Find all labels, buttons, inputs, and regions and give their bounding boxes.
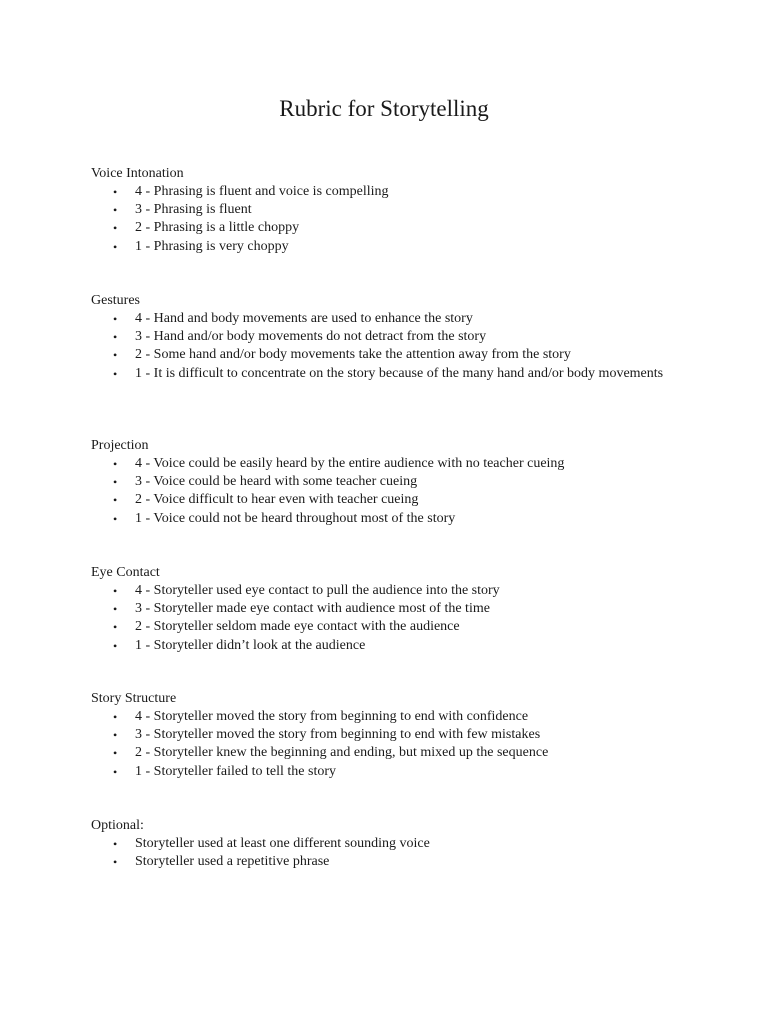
list-item-text: 1 - Storyteller didn’t look at the audience: [135, 637, 366, 653]
section-heading: Story Structure: [91, 691, 177, 706]
list-item: [91, 618, 691, 636]
list-item: [91, 346, 691, 364]
section-heading: Projection: [91, 438, 149, 453]
list-item-text: Storyteller used at least one different sounding voice: [135, 836, 430, 851]
criteria-list: [91, 835, 691, 871]
bullet-icon: •: [113, 511, 118, 526]
section-voice-intonation: [91, 165, 691, 256]
section-heading: Eye Contact: [91, 565, 160, 580]
list-item: [91, 600, 691, 618]
criteria-list: [91, 582, 691, 655]
section-optional: [91, 817, 691, 871]
list-item: [91, 455, 691, 473]
list-item-text: 4 - Phrasing is fluent and voice is compelling: [135, 184, 389, 199]
bullet-icon: •: [113, 837, 118, 851]
list-item: [91, 835, 691, 853]
bullet-icon: •: [113, 638, 118, 653]
list-item: [91, 201, 691, 219]
bullet-icon: •: [113, 239, 118, 254]
list-item-text: 2 - Voice difficult to hear even with teacher cueing: [135, 492, 419, 508]
list-item-text: 4 - Storyteller moved the story from beginning to end with confidence: [135, 709, 529, 724]
list-item-text: 3 - Hand and/or body movements do not detract from the story: [135, 329, 487, 345]
bullet-icon: •: [113, 620, 118, 635]
list-item: [91, 637, 691, 655]
bullet-icon: •: [113, 185, 118, 199]
bullet-icon: •: [113, 457, 118, 471]
criteria-list: [91, 708, 691, 781]
bullet-icon: •: [113, 312, 118, 326]
bullet-icon: •: [113, 710, 118, 724]
list-item: [91, 365, 691, 383]
list-item: [91, 183, 691, 201]
bullet-icon: •: [113, 475, 118, 490]
list-item-text: 2 - Phrasing is a little choppy: [135, 220, 300, 236]
bullet-icon: •: [113, 746, 118, 761]
criteria-list: [91, 183, 691, 256]
list-item: [91, 763, 691, 781]
list-item: [91, 726, 691, 744]
criteria-list: [91, 310, 691, 383]
list-item-text: 4 - Voice could be easily heard by the entire audience with no teacher cueing: [135, 456, 565, 471]
bullet-icon: •: [113, 584, 118, 598]
bullet-icon: •: [113, 855, 118, 870]
list-item-text: 3 - Voice could be heard with some teacher cueing: [135, 474, 418, 490]
bullet-icon: •: [113, 203, 118, 218]
bullet-icon: •: [113, 348, 118, 363]
bullet-icon: •: [113, 764, 118, 779]
bullet-icon: •: [113, 221, 118, 236]
bullet-icon: •: [113, 366, 118, 381]
list-item: [91, 328, 691, 346]
section-heading: Voice Intonation: [91, 166, 184, 181]
list-item: [91, 219, 691, 237]
list-item: [91, 744, 691, 762]
list-item: [91, 310, 691, 328]
list-item-text: 1 - Phrasing is very choppy: [135, 238, 289, 254]
section-eye-contact: [91, 564, 691, 655]
list-item-text: 1 - It is difficult to concentrate on the story because of the many hand and/or body movements: [135, 365, 664, 381]
list-item-text: 2 - Storyteller seldom made eye contact with the audience: [135, 619, 460, 635]
list-item: [91, 473, 691, 491]
page-title: Rubric for Storytelling: [279, 96, 489, 121]
section-gestures: [91, 292, 691, 383]
list-item-text: 4 - Hand and body movements are used to enhance the story: [135, 311, 473, 326]
list-item: [91, 708, 691, 726]
section-heading: Gestures: [91, 293, 140, 308]
list-item: [91, 238, 691, 256]
list-item-text: Storyteller used a repetitive phrase: [135, 854, 330, 870]
bullet-icon: •: [113, 493, 118, 508]
list-item-text: 2 - Some hand and/or body movements take the attention away from the story: [135, 347, 571, 363]
bullet-icon: •: [113, 602, 118, 617]
list-item: [91, 853, 691, 871]
criteria-list: [91, 455, 691, 528]
list-item-text: 4 - Storyteller used eye contact to pull the audience into the story: [135, 583, 500, 598]
section-story-structure: [91, 690, 691, 781]
bullet-icon: •: [113, 728, 118, 743]
list-item-text: 1 - Storyteller failed to tell the story: [135, 763, 337, 779]
list-item-text: 2 - Storyteller knew the beginning and ending, but mixed up the sequence: [135, 745, 549, 761]
list-item-text: 3 - Storyteller moved the story from beginning to end with few mistakes: [135, 727, 541, 743]
bullet-icon: •: [113, 330, 118, 345]
list-item-text: 3 - Phrasing is fluent: [135, 202, 252, 218]
list-item: [91, 510, 691, 528]
section-heading: Optional:: [91, 818, 144, 833]
section-projection: [91, 437, 691, 528]
list-item-text: 3 - Storyteller made eye contact with audience most of the time: [135, 601, 490, 617]
list-item-text: 1 - Voice could not be heard throughout most of the story: [135, 510, 456, 526]
list-item: [91, 491, 691, 509]
list-item: [91, 582, 691, 600]
